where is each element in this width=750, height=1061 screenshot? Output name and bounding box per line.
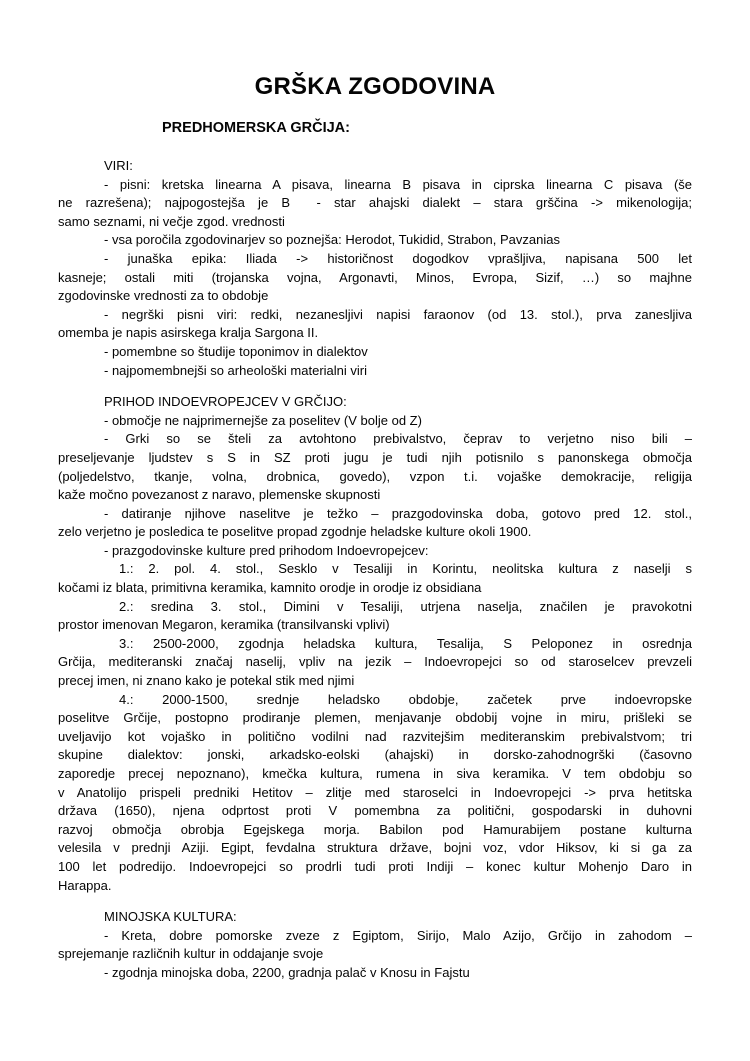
- text-line: velesila v prednji Aziji. Egipt, fevdalna struktura države, bojni voz, vdor Hiksov, ki si ga za: [58, 840, 692, 856]
- text-line: - vsa poročila zgodovinarjev so poznejša: Herodot, Tukidid, Strabon, Pavzanias: [104, 232, 560, 248]
- text-line: samo seznami, ni večje zgod. vrednosti: [58, 213, 285, 229]
- text-line: razvoj območja obrobja Egejskega morja. Babilon pod Hamurabijem postane kulturna: [58, 821, 692, 837]
- paragraph: [58, 691, 692, 896]
- text-line: 4.: 2000-1500, srednje heladsko obdobje, začetek prve indoevropske: [119, 691, 692, 707]
- paragraph: [58, 598, 692, 635]
- paragraph: [58, 306, 692, 343]
- text-line: zaporedje precej nepoznano), kmečka kultura, rumena in siva keramika. V tem obdobju so: [58, 766, 692, 781]
- paragraph: [58, 362, 692, 381]
- paragraph: [58, 560, 692, 597]
- paragraph: [58, 964, 692, 983]
- text-line: preseljevanje ljudstev s S in SZ proti jugu je tudi njih potisnilo s panonskega območja: [58, 449, 692, 465]
- paragraph: [58, 412, 692, 431]
- text-line: v Anatolijo prispeli predniki Hetitov – zlitje med staroselci in Indoevropejci -> prva hetitska: [58, 784, 692, 800]
- text-line: - datiranje njihove naselitve je težko – prazgodovinska doba, gotovo pred 12. stol.,: [104, 505, 692, 521]
- text-line: - Kreta, dobre pomorske zveze z Egiptom, Sirijo, Malo Azijo, Grčijo in zahodom –: [104, 927, 692, 943]
- paragraph: [58, 250, 692, 306]
- text-line: kaže močno povezanost z naravo, plemenske skupnosti: [58, 487, 381, 503]
- text-line: 2.: sredina 3. stol., Dimini v Tesaliji, utrjena naselja, značilen je pravokotni: [119, 598, 692, 614]
- text-line: - junaška epika: Iliada -> historičnost dogodkov vprašljiva, napisana 500 let: [104, 250, 692, 266]
- text-line: ne razrešena); najpogostejša je B - star ahajski dialekt – stara grščina -> mikenologija;: [58, 195, 692, 211]
- text-line: uveljavijo kot vojaško in politično vodilni nad razvitejšim mediteranskim prebivalstvom; tri: [58, 728, 692, 744]
- text-line: PRIHOD INDOEVROPEJCEV V GRČIJO:: [104, 394, 347, 410]
- paragraph: [58, 635, 692, 691]
- text-line: - območje ne najprimernejše za poselitev (V bolje od Z): [104, 412, 422, 428]
- text-line: skupine dialektov: jonski, arkadsko-eolski (ahajski) in dorsko-zahodnogrški (časovno: [58, 747, 692, 763]
- text-line: MINOJSKA KULTURA:: [104, 909, 237, 925]
- text-line: 1.: 2. pol. 4. stol., Sesklo v Tesaliji in Korintu, neolitska kultura z naselji s: [119, 561, 692, 577]
- text-line: precej imen, ni znano kako je potekal stik med njimi: [58, 673, 355, 689]
- paragraph: [58, 927, 692, 964]
- text-line: zelo verjetno je posledica te poselitve propad zgodnje heladske kulture okoli 1900.: [58, 524, 532, 540]
- text-line: zgodovinske vrednosti za to obdobje: [58, 288, 269, 304]
- text-line: VIRI:: [104, 158, 133, 173]
- text-line: - negrški pisni viri: redki, nezanesljivi napisi faraonov (od 13. stol.), prva zanesljiva: [104, 306, 692, 322]
- text-line: poselitve Grčije, postopno prodiranje plemen, menjavanje obdobij vojne in miru, prišleki se: [58, 710, 692, 726]
- paragraph: [58, 176, 692, 232]
- paragraph: [58, 231, 692, 250]
- section-heading: PREDHOMERSKA GRČIJA:: [162, 120, 350, 136]
- text-line: - pisni: kretska linearna A pisava, linearna B pisava in ciprska linearna C pisava (še: [104, 176, 692, 192]
- text-line: država (1650), njena odprtost proti V pomembna za politični, gospodarski in duhovni: [58, 803, 692, 819]
- text-line: omemba je napis asirskega kralja Sargona II.: [58, 325, 319, 341]
- paragraph: [58, 157, 692, 176]
- text-line: kočami iz blata, primitivna keramika, kamnito orodje in orodje iz obsidiana: [58, 580, 482, 596]
- text-line: - Grki so se šteli za avtohtono prebivalstvo, čeprav to verjetno niso bili –: [104, 431, 692, 447]
- document-title: GRŠKA ZGODOVINA: [254, 73, 496, 100]
- paragraph: [58, 908, 692, 927]
- text-line: Grčija, mediteranski značaj naselij, vpliv na jezik – Indoevropejci so od staroselcev prevzeli: [58, 654, 692, 670]
- text-line: prostor imenovan Megaron, keramika (transilvanski vplivi): [58, 617, 390, 633]
- text-line: (poljedelstvo, tkanje, volna, drobnica, govedo), vzpon t.i. vojaške demokracije, religija: [58, 468, 692, 484]
- text-line: 3.: 2500-2000, zgodnja heladska kultura, Tesalija, S Peloponez in osrednja: [119, 635, 692, 651]
- paragraph: [58, 393, 692, 412]
- paragraph: [58, 430, 692, 504]
- paragraph: [58, 505, 692, 542]
- paragraph: [58, 542, 692, 561]
- document-body: [58, 157, 692, 983]
- section-gap: [58, 380, 692, 393]
- text-line: - najpomembnejši so arheološki materialni viri: [104, 362, 367, 378]
- text-line: sprejemanje različnih kultur in oddajanje svoje: [58, 946, 324, 962]
- text-line: - zgodnja minojska doba, 2200, gradnja palač v Knosu in Fajstu: [104, 964, 470, 980]
- section-gap: [58, 895, 692, 908]
- paragraph: [58, 343, 692, 362]
- text-line: - pomembne so študije toponimov in dialektov: [104, 343, 368, 359]
- text-line: kasneje; ostali miti (trojanska vojna, Argonavti, Minos, Evropa, Sizif, …) so majhne: [58, 269, 692, 285]
- text-line: 100 let podredijo. Indoevropejci so prodrli tudi proti Indiji – konec kultur Mohenjo Daro in: [58, 858, 692, 874]
- text-line: - prazgodovinske kulture pred prihodom Indoevropejcev:: [104, 542, 429, 558]
- text-line: Harappa.: [58, 877, 112, 893]
